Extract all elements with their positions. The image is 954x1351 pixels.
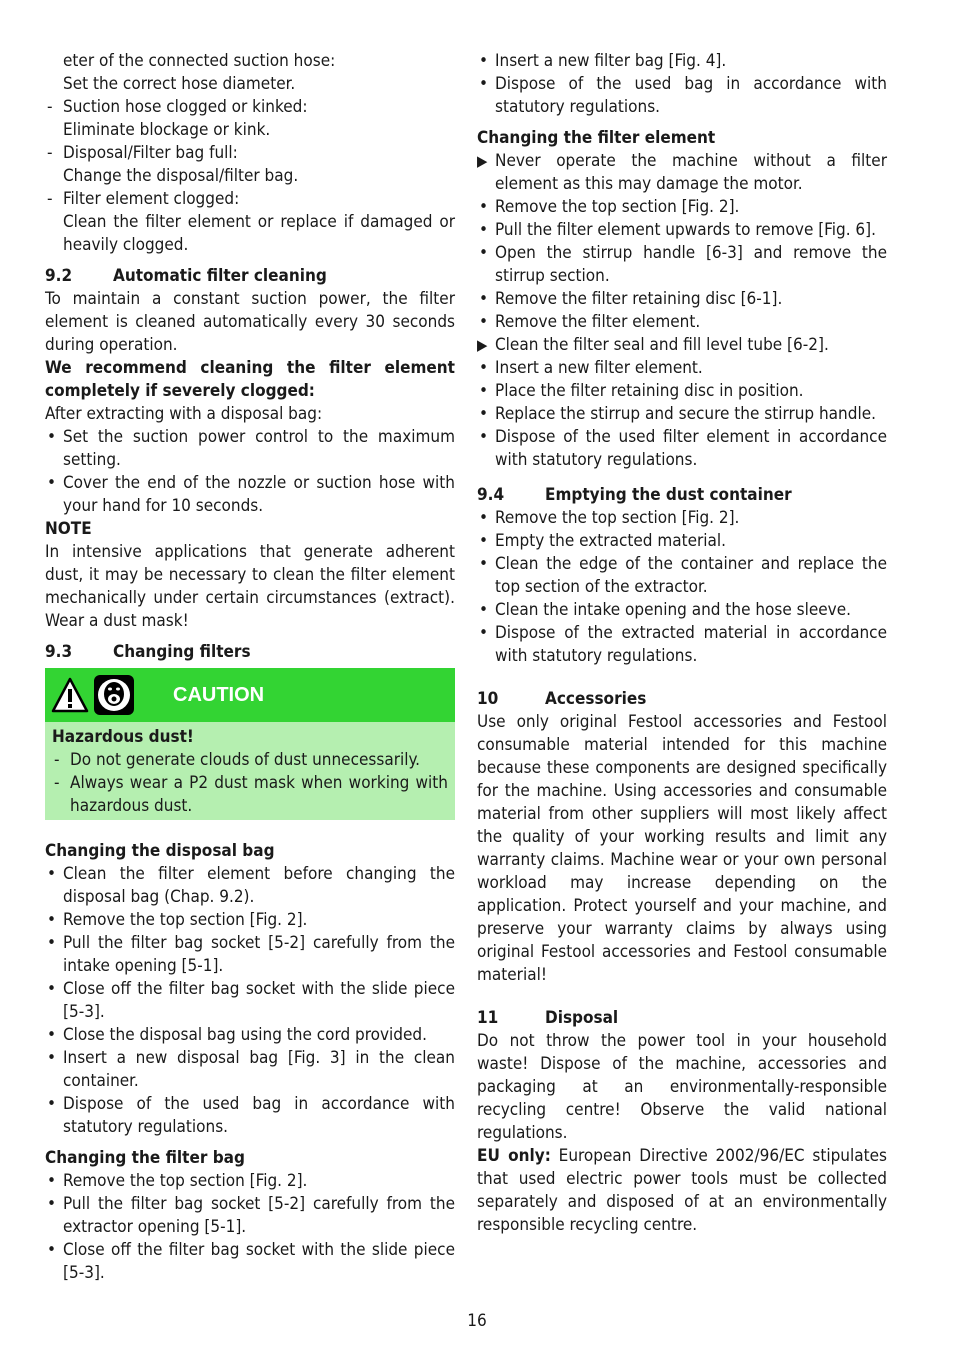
list-item: • Pull the filter bag socket [5-2] carefully from the intake opening [5-1].: [45, 932, 455, 978]
list-item: • Close the disposal bag using the cord provided.: [45, 1024, 455, 1047]
disposal-bag-heading: Changing the disposal bag: [45, 841, 275, 861]
page-number: 16: [467, 1311, 487, 1331]
list-item: • Replace the stirrup and secure the stirrup handle.: [477, 403, 887, 426]
section-9-3-heading: 9.3 Changing filters: [45, 642, 251, 662]
list-item: - Always wear a P2 dust mask when working with hazardous dust.: [52, 772, 448, 818]
dust-mask-icon: [93, 674, 135, 716]
troubleshooting-list: [45, 50, 455, 257]
list-item: - Disposal/Filter bag full:: [45, 142, 455, 165]
list-item: • Cover the end of the nozzle or suction hose with your hand for 10 seconds.: [45, 472, 455, 518]
section-9-2-bullets: [45, 426, 455, 518]
section-9-4-heading: 9.4 Emptying the dust container: [477, 485, 792, 505]
list-item: Eliminate blockage or kink.: [63, 120, 271, 140]
filter-bag-heading: Changing the filter bag: [45, 1148, 245, 1168]
after-extracting-text: After extracting with a disposal bag:: [45, 404, 323, 424]
filter-element-heading: Changing the filter element: [477, 128, 716, 148]
list-item: • Insert a new disposal bag [Fig. 3] in the clean container.: [45, 1047, 455, 1093]
list-item: Set the correct hose diameter.: [63, 74, 296, 94]
section-10-heading: 10 Accessories: [477, 689, 647, 709]
recommend-bold: We recommend cleaning the filter element completely if severely clogged:: [45, 358, 455, 401]
caution-items: [52, 749, 448, 818]
list-item: • Remove the filter retaining disc [6-1].: [477, 288, 887, 311]
list-item: • Empty the extracted material.: [477, 530, 887, 553]
list-item: - Suction hose clogged or kinked:: [45, 96, 455, 119]
caution-body: [45, 722, 455, 820]
disposal-text: Do not throw the power tool in your household waste! Dispose of the machine, accessories and packaging at an environmentally-responsible recycling centre! Observe the valid national regulations.: [477, 1031, 887, 1143]
caution-box: [45, 668, 455, 820]
list-item: • Dispose of the used filter element in accordance with statutory regulations.: [477, 426, 887, 472]
section-9-2-heading: 9.2 Automatic filter cleaning: [45, 266, 327, 286]
list-item: • Pull the filter element upwards to remove [Fig. 6].: [477, 219, 887, 242]
section-11-heading: 11 Disposal: [477, 1008, 619, 1028]
section-9-2-paragraph: To maintain a constant suction power, the filter element is cleaned automatically every 30 seconds during operation.: [45, 289, 455, 355]
filter-bag-continued-bullets: [477, 50, 887, 119]
caution-heading: Hazardous dust!: [52, 727, 194, 747]
list-item: • Remove the filter element.: [477, 311, 887, 334]
eu-only-paragraph: [477, 1145, 887, 1237]
warning-triangle-icon: [51, 676, 89, 714]
filter-element-items: [477, 150, 887, 472]
list-item: • Clean the edge of the container and replace the top section of the extractor.: [477, 553, 887, 599]
list-item: • Close off the filter bag socket with the slide piece [5-3].: [45, 1239, 455, 1285]
list-item: ▶ Clean the filter seal and fill level tube [6-2].: [477, 334, 887, 357]
list-item: • Dispose of the extracted material in accordance with statutory regulations.: [477, 622, 887, 668]
list-item: ▶ Never operate the machine without a filter element as this may damage the motor.: [477, 150, 887, 196]
filter-bag-bullets: [45, 1170, 455, 1285]
list-item: Change the disposal/filter bag.: [63, 166, 299, 186]
accessories-text: Use only original Festool accessories and Festool consumable material intended for this machine because these components are designed specifically for the machine. Using accessories and consumable material from other suppliers will most likely affect the quality of your working results and limit any warranty claims. Machine wear or your own personal workload may increase depending on the application. Protect yourself and your machine, and preserve your warranty claims by always using original Festool accessories and Festool consumable material!: [477, 712, 887, 985]
caution-title: CAUTION: [173, 683, 265, 706]
left-column: [45, 50, 455, 1285]
list-item: • Clean the filter element before changing the disposal bag (Chap. 9.2).: [45, 863, 455, 909]
list-item: • Insert a new filter element.: [477, 357, 887, 380]
list-item: • Close off the filter bag socket with the slide piece [5-3].: [45, 978, 455, 1024]
list-item: • Insert a new filter bag [Fig. 4].: [477, 50, 887, 73]
disposal-bag-bullets: [45, 863, 455, 1139]
list-item: • Dispose of the used bag in accordance with statutory regulations.: [45, 1093, 455, 1139]
list-item: • Set the suction power control to the maximum setting.: [45, 426, 455, 472]
list-item: • Remove the top section [Fig. 2].: [477, 507, 887, 530]
list-item: • Pull the filter bag socket [5-2] carefully from the extractor opening [5-1].: [45, 1193, 455, 1239]
section-9-4-bullets: [477, 507, 887, 668]
list-item: - Do not generate clouds of dust unnecessarily.: [52, 749, 448, 772]
note-heading: NOTE: [45, 519, 92, 539]
eu-only-text: European Directive 2002/96/EC stipulates that used electric power tools must be collected separately and disposed of at an environmentally responsible recycling centre.: [477, 1146, 887, 1235]
list-item: • Remove the top section [Fig. 2].: [45, 1170, 455, 1193]
right-column: [477, 50, 887, 1237]
list-item: • Dispose of the used bag in accordance with statutory regulations.: [477, 73, 887, 119]
list-item: • Remove the top section [Fig. 2].: [477, 196, 887, 219]
list-item: Clean the filter element or replace if damaged or heavily clogged.: [63, 212, 455, 255]
eu-only-label: EU only:: [477, 1146, 551, 1166]
list-item: • Clean the intake opening and the hose sleeve.: [477, 599, 887, 622]
list-item: • Remove the top section [Fig. 2].: [45, 909, 455, 932]
caution-header: [45, 668, 455, 722]
list-item: - Filter element clogged:: [45, 188, 455, 211]
list-item: • Open the stirrup handle [6-3] and remove the stirrup section.: [477, 242, 887, 288]
list-item: eter of the connected suction hose:: [63, 51, 336, 71]
note-text: In intensive applications that generate adherent dust, it may be necessary to clean the filter element mechanically under certain circumstances (extract). Wear a dust mask!: [45, 542, 455, 631]
list-item: • Place the filter retaining disc in position.: [477, 380, 887, 403]
